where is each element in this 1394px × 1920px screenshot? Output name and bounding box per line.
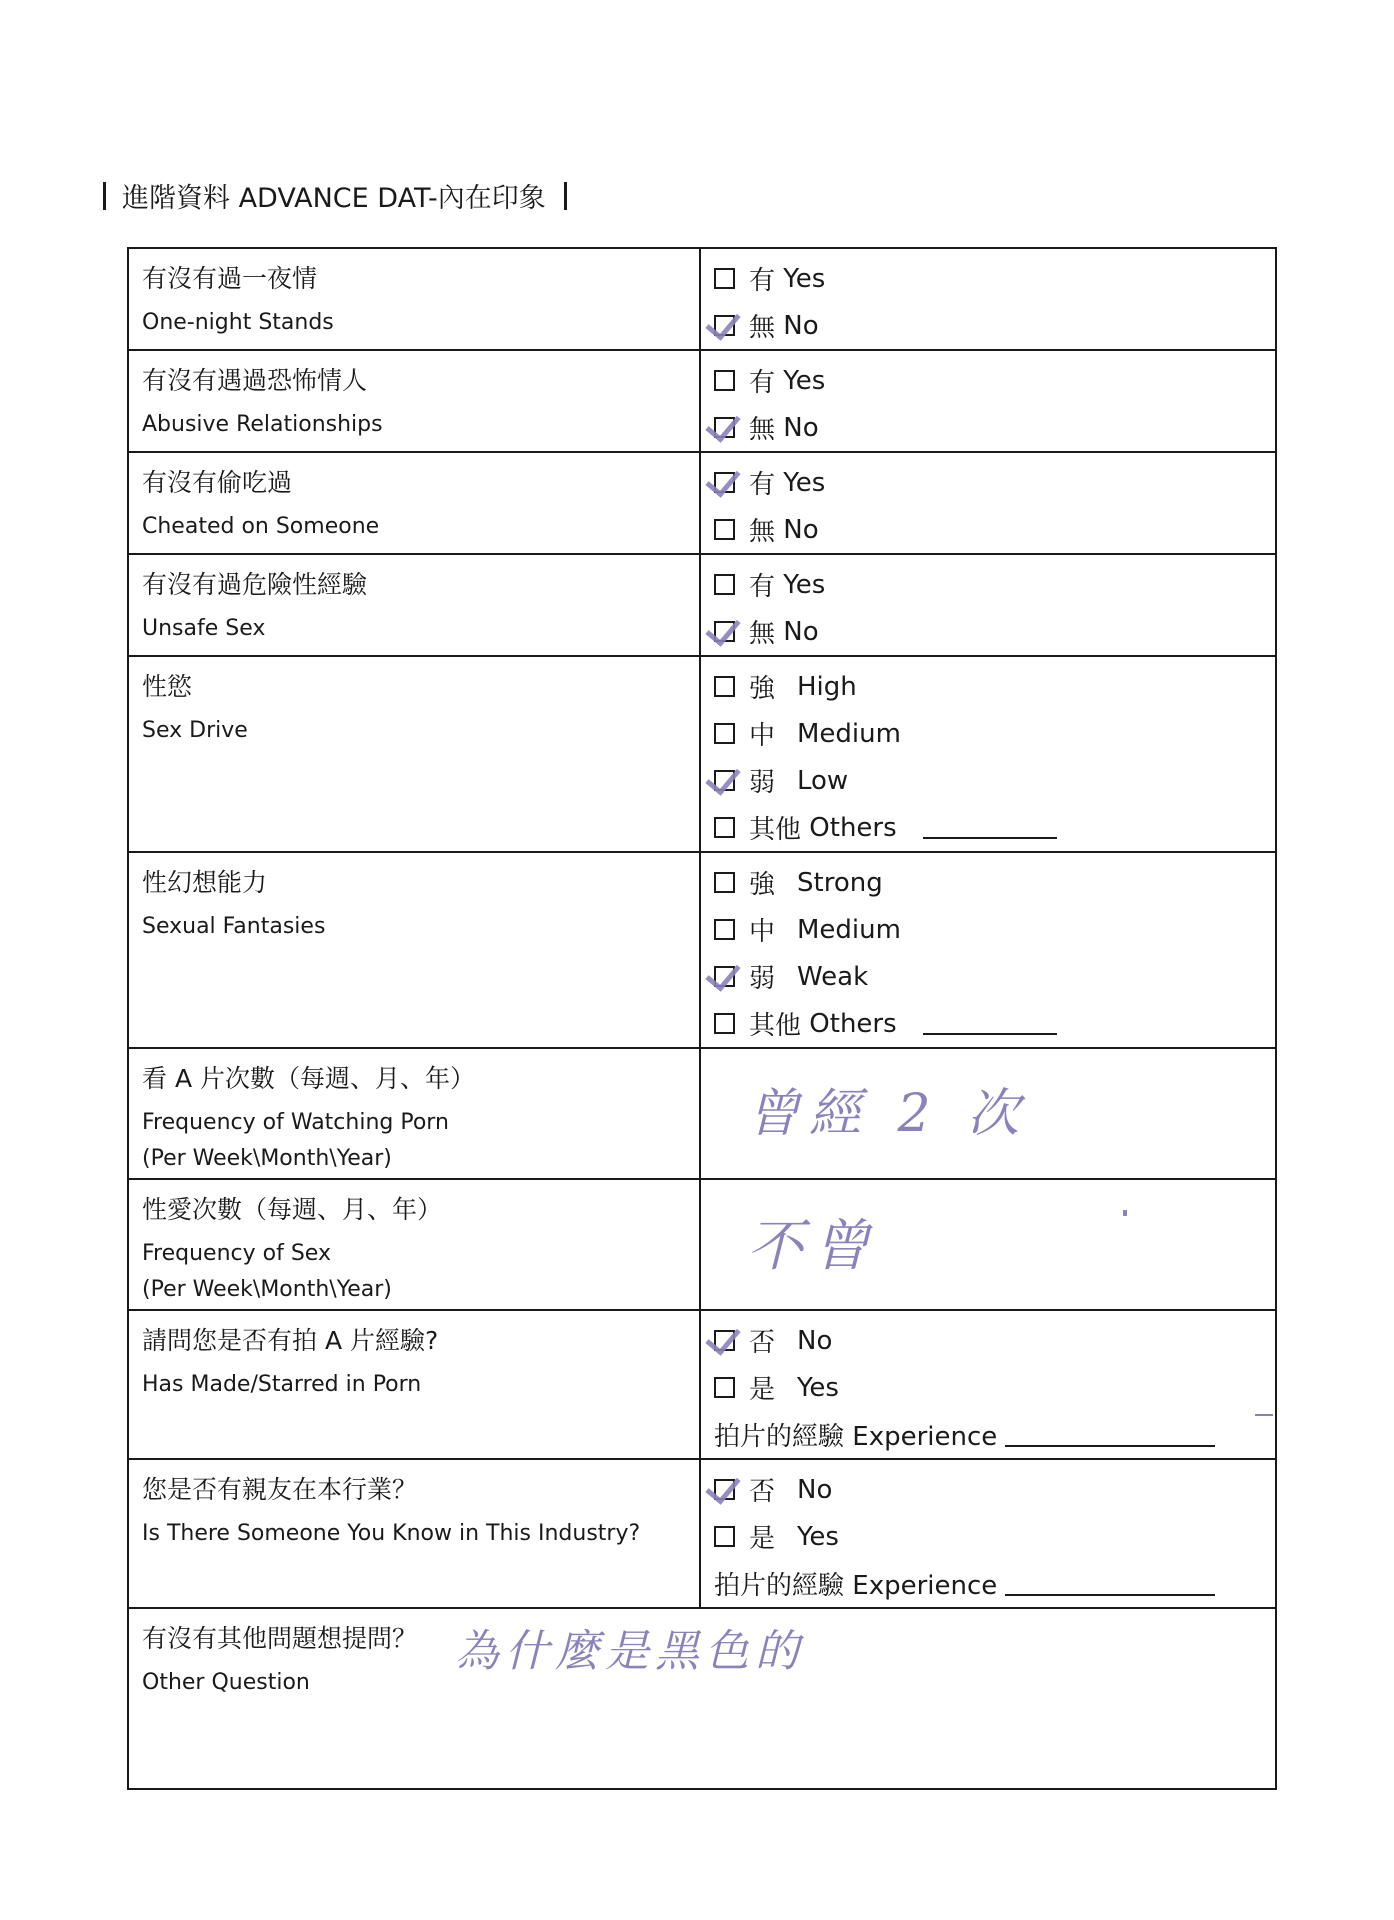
- question-row: [128, 248, 1276, 350]
- question-en: One-night Stands: [142, 310, 334, 335]
- question-en: Other Question: [142, 1670, 310, 1695]
- question-en: Has Made/Starred in Porn: [142, 1372, 422, 1397]
- option-others[interactable]: [714, 804, 1275, 851]
- question-cell: [128, 452, 700, 554]
- question-en: Is There Someone You Know in This Industry?: [142, 1521, 641, 1546]
- checkbox-checked[interactable]: [714, 1479, 735, 1500]
- option-high[interactable]: [714, 663, 1275, 710]
- question-cell: [128, 350, 700, 452]
- option-en: Low: [797, 765, 849, 796]
- option-en: Yes: [797, 1372, 839, 1403]
- pen-mark: [1123, 1210, 1127, 1216]
- option-low[interactable]: [714, 757, 1275, 804]
- option-en: No: [783, 412, 819, 443]
- others-blank-line[interactable]: [923, 817, 1057, 839]
- others-blank-line[interactable]: [923, 1013, 1057, 1035]
- section-title: 進階資料 ADVANCE DAT-內在印象: [122, 183, 546, 214]
- option-en: Yes: [783, 569, 826, 600]
- option-en: Yes: [783, 467, 826, 498]
- question-cell: [128, 852, 700, 1048]
- handwritten-answer: 不曾: [747, 1214, 879, 1279]
- option-en: Strong: [797, 867, 883, 898]
- pen-mark: [1255, 1414, 1273, 1416]
- experience-line[interactable]: [714, 1411, 1275, 1458]
- question-row: [128, 1459, 1276, 1608]
- checkbox-checked[interactable]: [714, 417, 735, 438]
- option-zh: 強: [749, 870, 776, 900]
- question-en: Frequency of Watching Porn: [142, 1110, 449, 1135]
- option-en: Medium: [797, 718, 901, 749]
- option-yes[interactable]: [714, 1364, 1275, 1411]
- option-zh: 其他: [749, 815, 802, 845]
- question-en: Sexual Fantasies: [142, 914, 326, 939]
- handwritten-answer: 為什麼是黑色的: [455, 1626, 805, 1677]
- option-no[interactable]: [714, 608, 1275, 655]
- question-row: [128, 656, 1276, 852]
- option-yes[interactable]: [714, 459, 1275, 506]
- option-en: No: [797, 1325, 833, 1356]
- answer-cell[interactable]: [700, 1048, 1276, 1179]
- option-en: Yes: [797, 1521, 839, 1552]
- answer-cell: [700, 1310, 1276, 1459]
- question-en: Frequency of Sex: [142, 1241, 331, 1266]
- option-yes[interactable]: [714, 357, 1275, 404]
- question-row: [128, 852, 1276, 1048]
- option-zh: 其他: [749, 1011, 802, 1041]
- question-zh: 有沒有其他問題想提問？: [142, 1624, 418, 1653]
- answer-cell: [700, 554, 1276, 656]
- question-row: [128, 350, 1276, 452]
- question-cell: [128, 1179, 700, 1310]
- option-en: Others: [809, 1008, 897, 1039]
- question-zh: 看 A 片次數（每週、月、年）: [142, 1064, 475, 1093]
- question-row: [128, 554, 1276, 656]
- question-en: Unsafe Sex: [142, 616, 266, 641]
- questionnaire-table: [127, 247, 1277, 1790]
- checkbox[interactable]: [714, 370, 735, 391]
- option-zh: 弱: [749, 768, 776, 798]
- checkbox-checked[interactable]: [714, 472, 735, 493]
- question-zh: 性愛次數（每週、月、年）: [142, 1195, 443, 1224]
- checkbox-checked[interactable]: [714, 770, 735, 791]
- question-row: [128, 1608, 1276, 1789]
- checkbox-checked[interactable]: [714, 1330, 735, 1351]
- answer-cell[interactable]: [700, 1179, 1276, 1310]
- other-question-cell[interactable]: [128, 1608, 1276, 1789]
- option-en: No: [783, 616, 819, 647]
- answer-cell: [700, 1459, 1276, 1608]
- answer-cell: [700, 452, 1276, 554]
- option-medium[interactable]: [714, 710, 1275, 757]
- option-zh: 有: [749, 266, 776, 296]
- question-row: [128, 1179, 1276, 1310]
- checkbox[interactable]: [714, 817, 735, 838]
- answer-cell: [700, 248, 1276, 350]
- header-bar-left: [103, 182, 106, 210]
- checkbox[interactable]: [714, 519, 735, 540]
- option-zh: 有: [749, 572, 776, 602]
- option-zh: 有: [749, 368, 776, 398]
- question-zh: 有沒有偷吃過: [142, 468, 293, 497]
- question-en-sub: (Per Week\Month\Year): [142, 1277, 392, 1302]
- option-zh: 否: [749, 1477, 776, 1507]
- checkbox-checked[interactable]: [714, 621, 735, 642]
- option-en: No: [783, 310, 819, 341]
- handwritten-answer: 曾經 2 次: [747, 1084, 1030, 1144]
- option-no[interactable]: [714, 506, 1275, 553]
- option-no[interactable]: [714, 1466, 1275, 1513]
- question-en: Cheated on Someone: [142, 514, 380, 539]
- option-en: Weak: [797, 961, 869, 992]
- checkbox[interactable]: [714, 676, 735, 697]
- question-cell: [128, 1459, 700, 1608]
- question-zh: 有沒有過危險性經驗: [142, 570, 368, 599]
- option-en: No: [783, 514, 819, 545]
- option-weak[interactable]: [714, 953, 1275, 1000]
- answer-cell: [700, 656, 1276, 852]
- header-bar-right: [564, 182, 567, 210]
- answer-cell: [700, 852, 1276, 1048]
- checkbox[interactable]: [714, 1526, 735, 1547]
- answer-cell: [700, 350, 1276, 452]
- option-zh: 弱: [749, 964, 776, 994]
- checkbox[interactable]: [714, 919, 735, 940]
- question-cell: [128, 1310, 700, 1459]
- question-zh: 您是否有親友在本行業？: [142, 1475, 418, 1504]
- question-row: [128, 452, 1276, 554]
- option-no[interactable]: [714, 404, 1275, 451]
- option-medium[interactable]: [714, 906, 1275, 953]
- option-yes[interactable]: [714, 255, 1275, 302]
- option-yes[interactable]: [714, 1513, 1275, 1560]
- experience-blank-line[interactable]: [1005, 1572, 1215, 1596]
- option-zh: 強: [749, 674, 776, 704]
- option-zh: 無: [749, 517, 776, 547]
- option-yes[interactable]: [714, 561, 1275, 608]
- checkbox[interactable]: [714, 872, 735, 893]
- checkbox[interactable]: [714, 268, 735, 289]
- question-row: [128, 1048, 1276, 1179]
- checkbox-checked[interactable]: [714, 315, 735, 336]
- option-en: No: [797, 1474, 833, 1505]
- question-zh: 性幻想能力: [142, 868, 268, 897]
- option-en: Others: [809, 812, 897, 843]
- experience-line[interactable]: [714, 1560, 1275, 1607]
- option-no[interactable]: [714, 1317, 1275, 1364]
- option-zh: 無: [749, 415, 776, 445]
- option-zh: 無: [749, 619, 776, 649]
- question-zh: 有沒有過一夜情: [142, 264, 318, 293]
- experience-label: 拍片的經驗 Experience: [714, 1422, 998, 1452]
- question-zh: 請問您是否有拍 A 片經驗?: [142, 1326, 439, 1355]
- experience-blank-line[interactable]: [1005, 1423, 1215, 1447]
- option-en: Yes: [783, 365, 826, 396]
- option-no[interactable]: [714, 302, 1275, 349]
- experience-label: 拍片的經驗 Experience: [714, 1571, 998, 1601]
- option-zh: 中: [749, 917, 776, 947]
- checkbox[interactable]: [714, 723, 735, 744]
- option-en: Medium: [797, 914, 901, 945]
- checkbox[interactable]: [714, 1377, 735, 1398]
- option-en: High: [797, 671, 857, 702]
- question-en-sub: (Per Week\Month\Year): [142, 1146, 392, 1171]
- option-zh: 有: [749, 470, 776, 500]
- option-zh: 否: [749, 1328, 776, 1358]
- question-cell: [128, 1048, 700, 1179]
- option-zh: 中: [749, 721, 776, 751]
- option-others[interactable]: [714, 1000, 1275, 1047]
- option-zh: 是: [749, 1524, 776, 1554]
- question-row: [128, 1310, 1276, 1459]
- question-cell: [128, 554, 700, 656]
- option-strong[interactable]: [714, 859, 1275, 906]
- checkbox[interactable]: [714, 574, 735, 595]
- option-zh: 無: [749, 313, 776, 343]
- checkbox-checked[interactable]: [714, 966, 735, 987]
- checkbox[interactable]: [714, 1013, 735, 1034]
- option-zh: 是: [749, 1375, 776, 1405]
- question-zh: 性慾: [142, 672, 193, 701]
- question-en: Sex Drive: [142, 718, 248, 743]
- question-cell: [128, 248, 700, 350]
- section-header: [103, 176, 567, 215]
- option-en: Yes: [783, 263, 826, 294]
- question-en: Abusive Relationships: [142, 412, 383, 437]
- question-zh: 有沒有遇過恐怖情人: [142, 366, 368, 395]
- question-cell: [128, 656, 700, 852]
